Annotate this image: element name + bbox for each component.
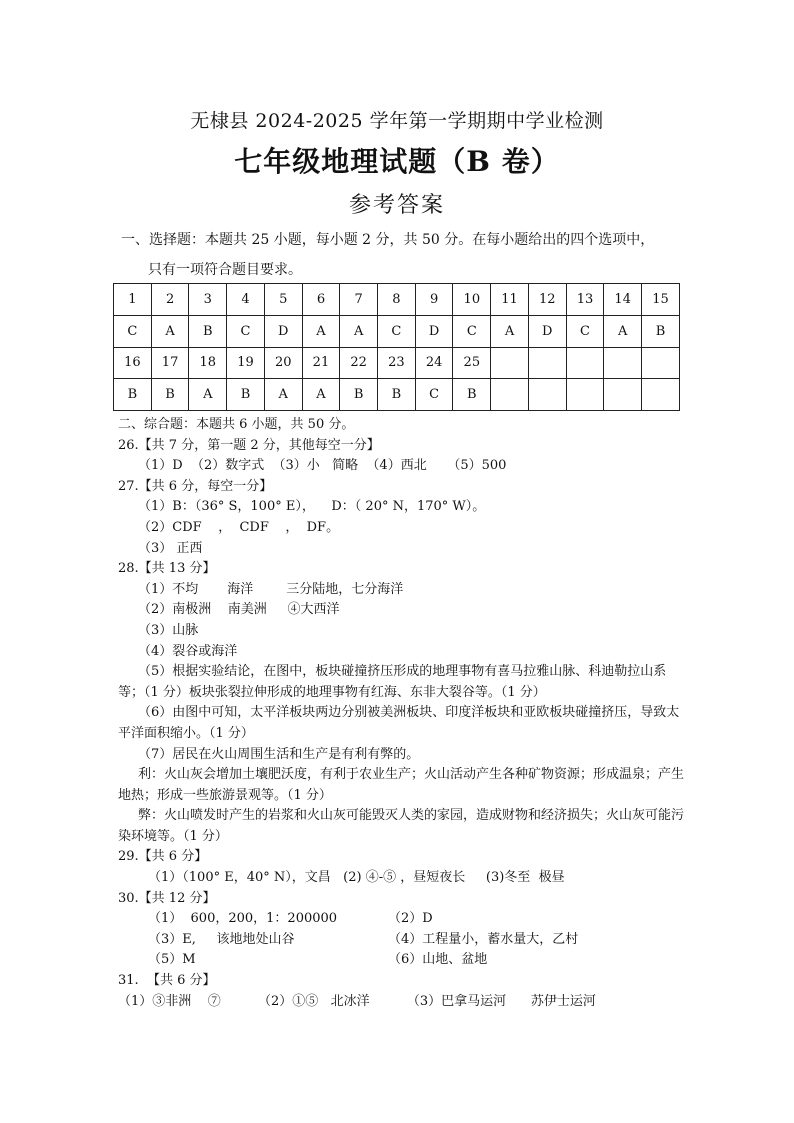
table-cell: B: [453, 379, 491, 411]
q30-row-2: [118, 930, 688, 951]
table-cell: B: [378, 379, 416, 411]
table-cell: D: [415, 315, 453, 347]
table-cell: 21: [302, 347, 340, 379]
table-cell: 9: [415, 284, 453, 316]
table-cell: [642, 379, 680, 411]
table-cell: A: [151, 315, 189, 347]
table-cell: 8: [378, 284, 416, 316]
table-cell: D: [264, 315, 302, 347]
q28-heading: 28.【共 13 分】: [118, 561, 216, 577]
table-cell: 23: [378, 347, 416, 379]
exam-subtitle: 参考答案: [348, 193, 445, 218]
table-cell: 15: [642, 284, 680, 316]
q30-answer-5: （5）M: [148, 952, 196, 968]
q31-heading: 31. 【共 6 分】: [118, 973, 216, 989]
section2-intro: 二、综合题：本题共 6 小题，共 50 分。: [118, 417, 355, 432]
table-cell: 10: [453, 284, 491, 316]
q28-answer-1: （1）不均 海洋 三分陆地，七分海洋: [138, 581, 404, 597]
table-cell: C: [415, 379, 453, 411]
table-cell: A: [491, 315, 529, 347]
table-cell: [491, 347, 529, 379]
table-row: [114, 347, 680, 379]
section1-intro: 一、选择题：本题共 25 小题，每小题 2 分，共 50 分。在每小题给出的四个选项中，: [121, 232, 655, 248]
q26-heading: 26.【共 7 分，第一题 2 分，其他每空一分】: [118, 437, 380, 453]
q28-answer-3: （3）山脉: [138, 622, 199, 638]
table-cell: B: [151, 379, 189, 411]
q28-answer-6: （6）由图中可知，太平洋板块两边分别被美洲板块、印度洋板块和亚欧板块碰撞挤压，导致太平洋面积缩小。（1 分）: [118, 705, 680, 741]
q28-answer-2: （2）南极洲 南美洲 ④大西洋: [138, 602, 340, 618]
q29-answer: （1）（100° E，40° N），文昌 (2) ④-⑤ ，昼短夜长 (3)冬至 极昼: [148, 870, 565, 886]
table-cell: 1: [114, 284, 152, 316]
q28-answer-cons: 弊：火山喷发时产生的岩浆和火山灰可能毁灭人类的家园，造成财物和经济损失；火山灰可能污染环境等。（1 分）: [118, 808, 685, 844]
table-cell: 20: [264, 347, 302, 379]
table-cell: 18: [189, 347, 227, 379]
table-cell: B: [227, 379, 265, 411]
exam-title: 七年级地理试题（B 卷）: [234, 145, 560, 178]
table-cell: 11: [491, 284, 529, 316]
table-cell: D: [528, 315, 566, 347]
table-cell: 13: [566, 284, 604, 316]
table-row: [114, 315, 680, 347]
q30-answer-1: （1） 600，200，1：200000: [148, 911, 338, 927]
q28-answer-7: （7）居民在火山周围生活和生产是有利有弊的。: [138, 746, 420, 762]
table-cell: 12: [528, 284, 566, 316]
table-cell: 22: [340, 347, 378, 379]
table-cell: 14: [604, 284, 642, 316]
table-cell: [566, 347, 604, 379]
table-cell: C: [566, 315, 604, 347]
table-cell: A: [264, 379, 302, 411]
table-cell: B: [340, 379, 378, 411]
table-cell: 5: [264, 284, 302, 316]
q31-answer: （1）③非洲 ⑦ （2）①⑤ 北冰洋 （3）巴拿马运河 苏伊士运河: [118, 993, 596, 1009]
table-cell: 17: [151, 347, 189, 379]
table-cell: [528, 379, 566, 411]
table-row: [114, 379, 680, 411]
q29-heading: 29.【共 6 分】: [118, 849, 208, 865]
table-cell: [566, 379, 604, 411]
table-cell: B: [114, 379, 152, 411]
table-cell: [604, 379, 642, 411]
q30-answer-2: （2）D: [388, 911, 433, 927]
q28-answer-4: （4）裂谷或海洋: [138, 643, 238, 659]
section1-intro-cont: 只有一项符合题目要求。: [148, 262, 302, 278]
table-cell: B: [642, 315, 680, 347]
table-cell: 19: [227, 347, 265, 379]
q27-answer-2: （2）CDF ， CDF ， DF。: [138, 519, 340, 535]
q30-answer-3: （3）E, 该地地处山谷: [148, 931, 295, 947]
q30-heading: 30.【共 12 分】: [118, 890, 216, 906]
table-cell: 2: [151, 284, 189, 316]
q30-row-1: [118, 909, 688, 930]
table-cell: 4: [227, 284, 265, 316]
section2-answers: [118, 415, 688, 1012]
table-cell: C: [227, 315, 265, 347]
table-cell: A: [302, 379, 340, 411]
q28-answer-pros: 利：火山灰会增加土壤肥沃度，有利于农业生产；火山活动产生各种矿物资源；形成温泉；产生地热；形成一些旅游景观等。（1 分）: [118, 767, 685, 803]
q26-answer: （1）D （2）数字式 （3）小 简略 （4）西北 （5）500: [138, 458, 507, 474]
table-cell: A: [189, 379, 227, 411]
table-cell: A: [302, 315, 340, 347]
q27-heading: 27.【共 6 分，每空一分】: [118, 478, 273, 494]
table-cell: 24: [415, 347, 453, 379]
table-cell: 16: [114, 347, 152, 379]
exam-header-line: 无棣县 2024-2025 学年第一学期期中学业检测: [190, 110, 604, 132]
q30-answer-6: （6）山地、盆地: [388, 952, 488, 968]
table-cell: C: [453, 315, 491, 347]
table-cell: [642, 347, 680, 379]
table-cell: 3: [189, 284, 227, 316]
q28-answer-5: （5）根据实验结论，在图中，板块碰撞挤压形成的地理事物有喜马拉雅山脉、科迪勒拉山系等；（1 分）板块张裂拉伸形成的地理事物有红海、东非大裂谷等。（1 分）: [118, 664, 667, 700]
table-cell: C: [114, 315, 152, 347]
table-cell: B: [189, 315, 227, 347]
choice-answer-table: [113, 283, 680, 411]
table-cell: [604, 347, 642, 379]
table-cell: 25: [453, 347, 491, 379]
table-cell: [491, 379, 529, 411]
table-cell: C: [378, 315, 416, 347]
table-row: [114, 284, 680, 316]
table-cell: A: [340, 315, 378, 347]
q30-answer-4: （4）工程量小，蓄水量大，乙村: [388, 931, 579, 947]
table-cell: 7: [340, 284, 378, 316]
q27-answer-1: （1）B：（36° S，100° E）， D：（ 20° N，170° W）。: [138, 499, 486, 515]
q27-answer-3: （3） 正西: [138, 540, 203, 556]
table-cell: [528, 347, 566, 379]
table-cell: A: [604, 315, 642, 347]
q30-row-3: [118, 950, 688, 971]
table-cell: 6: [302, 284, 340, 316]
